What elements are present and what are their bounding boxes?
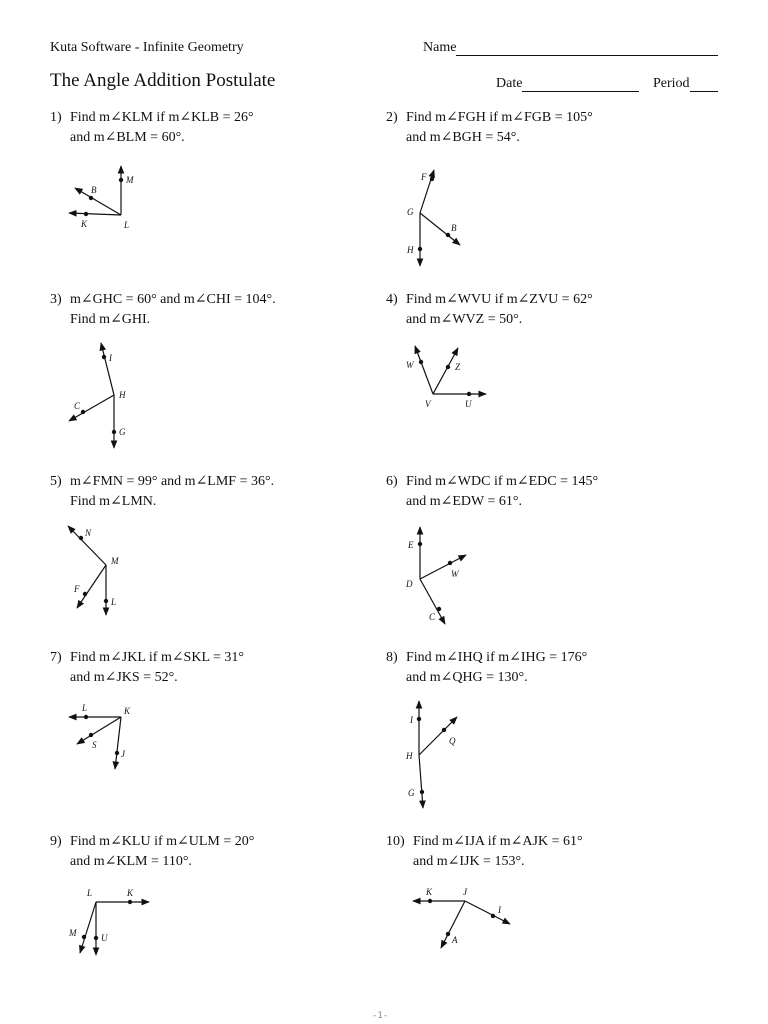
label-N: N xyxy=(85,528,92,538)
ray-KJ xyxy=(115,717,121,769)
ray-LK xyxy=(69,213,121,215)
problem-text: Find m∠WDC if m∠EDC = 145° and m∠EDW = 61°. xyxy=(406,474,599,509)
date-field[interactable] xyxy=(496,76,639,92)
figure-3 xyxy=(50,335,200,455)
ray-LM xyxy=(80,902,96,953)
label-U: U xyxy=(101,933,108,943)
problem-text: Find m∠WVU if m∠ZVU = 62° and m∠WVZ = 50°. xyxy=(406,292,593,327)
figure-2 xyxy=(386,160,536,270)
label-K: K xyxy=(81,219,88,229)
label-J: J xyxy=(463,887,467,897)
label-B: B xyxy=(91,185,97,195)
ray-JI xyxy=(465,901,510,924)
figure-10 xyxy=(386,880,536,960)
label-K: K xyxy=(127,888,134,898)
problem-number: 5) xyxy=(50,474,62,489)
date-line xyxy=(522,77,639,92)
problem-number: 4) xyxy=(386,292,398,307)
label-W: W xyxy=(451,569,459,579)
label-H: H xyxy=(406,751,413,761)
label-G: G xyxy=(408,788,415,798)
label-K: K xyxy=(124,706,131,716)
problem-text: Find m∠FGH if m∠FGB = 105° and m∠BGH = 54°. xyxy=(406,110,593,145)
label-H: H xyxy=(119,390,126,400)
problem-number: 9) xyxy=(50,834,62,849)
label-D: D xyxy=(406,579,413,589)
label-I: I xyxy=(498,905,501,915)
label-K: K xyxy=(426,887,433,897)
label-F: F xyxy=(74,584,80,594)
problem-number: 1) xyxy=(50,110,62,125)
label-G: G xyxy=(119,427,126,437)
problem-text: m∠FMN = 99° and m∠LMF = 36°. Find m∠LMN. xyxy=(70,474,275,509)
page-title: The Angle Addition Postulate xyxy=(50,70,276,91)
figure-4 xyxy=(386,340,536,415)
problem-number: 2) xyxy=(386,110,398,125)
label-E: E xyxy=(408,540,414,550)
label-M: M xyxy=(126,175,134,185)
problem-number: 3) xyxy=(50,292,62,307)
period-label: Period xyxy=(653,76,690,91)
label-C: C xyxy=(429,612,436,622)
label-L: L xyxy=(82,703,88,713)
label-M: M xyxy=(111,556,119,566)
problem-number: 10) xyxy=(386,834,405,849)
label-C: C xyxy=(74,401,81,411)
ray-LB xyxy=(75,188,121,215)
label-G: G xyxy=(407,207,414,217)
label-S: S xyxy=(92,740,97,750)
label-F: F xyxy=(421,172,427,182)
label-Z: Z xyxy=(455,362,461,372)
label-H: H xyxy=(407,245,414,255)
software-label: Kuta Software - Infinite Geometry xyxy=(50,40,244,55)
label-I: I xyxy=(410,715,413,725)
ray-VW xyxy=(415,346,433,394)
label-U: U xyxy=(465,399,472,409)
label-J: J xyxy=(121,749,125,759)
label-M: M xyxy=(69,928,77,938)
label-L: L xyxy=(87,888,93,898)
figure-7 xyxy=(50,695,200,775)
name-field[interactable] xyxy=(423,40,718,56)
label-L: L xyxy=(124,220,130,230)
problem-text: Find m∠JKL if m∠SKL = 31° and m∠JKS = 52°. xyxy=(70,650,244,685)
problem-text: Find m∠IHQ if m∠IHG = 176° and m∠QHG = 130°. xyxy=(406,650,588,685)
label-Q: Q xyxy=(449,736,456,746)
problem-number: 8) xyxy=(386,650,398,665)
problem-text: Find m∠IJA if m∠AJK = 61° and m∠IJK = 153°. xyxy=(413,834,583,869)
problem-number: 7) xyxy=(50,650,62,665)
label-V: V xyxy=(425,399,431,409)
figure-8 xyxy=(386,695,536,813)
label-W: W xyxy=(406,360,414,370)
period-field[interactable] xyxy=(653,76,718,92)
problem-text: m∠GHC = 60° and m∠CHI = 104°. Find m∠GHI. xyxy=(70,292,276,327)
figure-1 xyxy=(50,150,200,245)
problem-number: 6) xyxy=(386,474,398,489)
figure-9 xyxy=(50,880,200,960)
figure-6 xyxy=(386,520,536,630)
period-line xyxy=(690,77,718,92)
ray-MF xyxy=(77,565,106,608)
ray-HI xyxy=(101,343,114,395)
label-L: L xyxy=(111,597,117,607)
problem-text: Find m∠KLU if m∠ULM = 20° and m∠KLM = 110°. xyxy=(70,834,255,869)
name-label: Name xyxy=(423,40,457,55)
figure-5 xyxy=(50,520,200,620)
label-A: A xyxy=(452,935,458,945)
date-label: Date xyxy=(496,76,523,91)
problem-text: Find m∠KLM if m∠KLB = 26° and m∠BLM = 60°. xyxy=(70,110,254,145)
page-number: -1- xyxy=(372,1011,389,1021)
ray-DW xyxy=(420,555,466,579)
name-line xyxy=(456,41,718,56)
ray-HG xyxy=(419,755,423,808)
ray-KS xyxy=(77,717,121,744)
label-I: I xyxy=(109,353,112,363)
label-B: B xyxy=(451,223,457,233)
